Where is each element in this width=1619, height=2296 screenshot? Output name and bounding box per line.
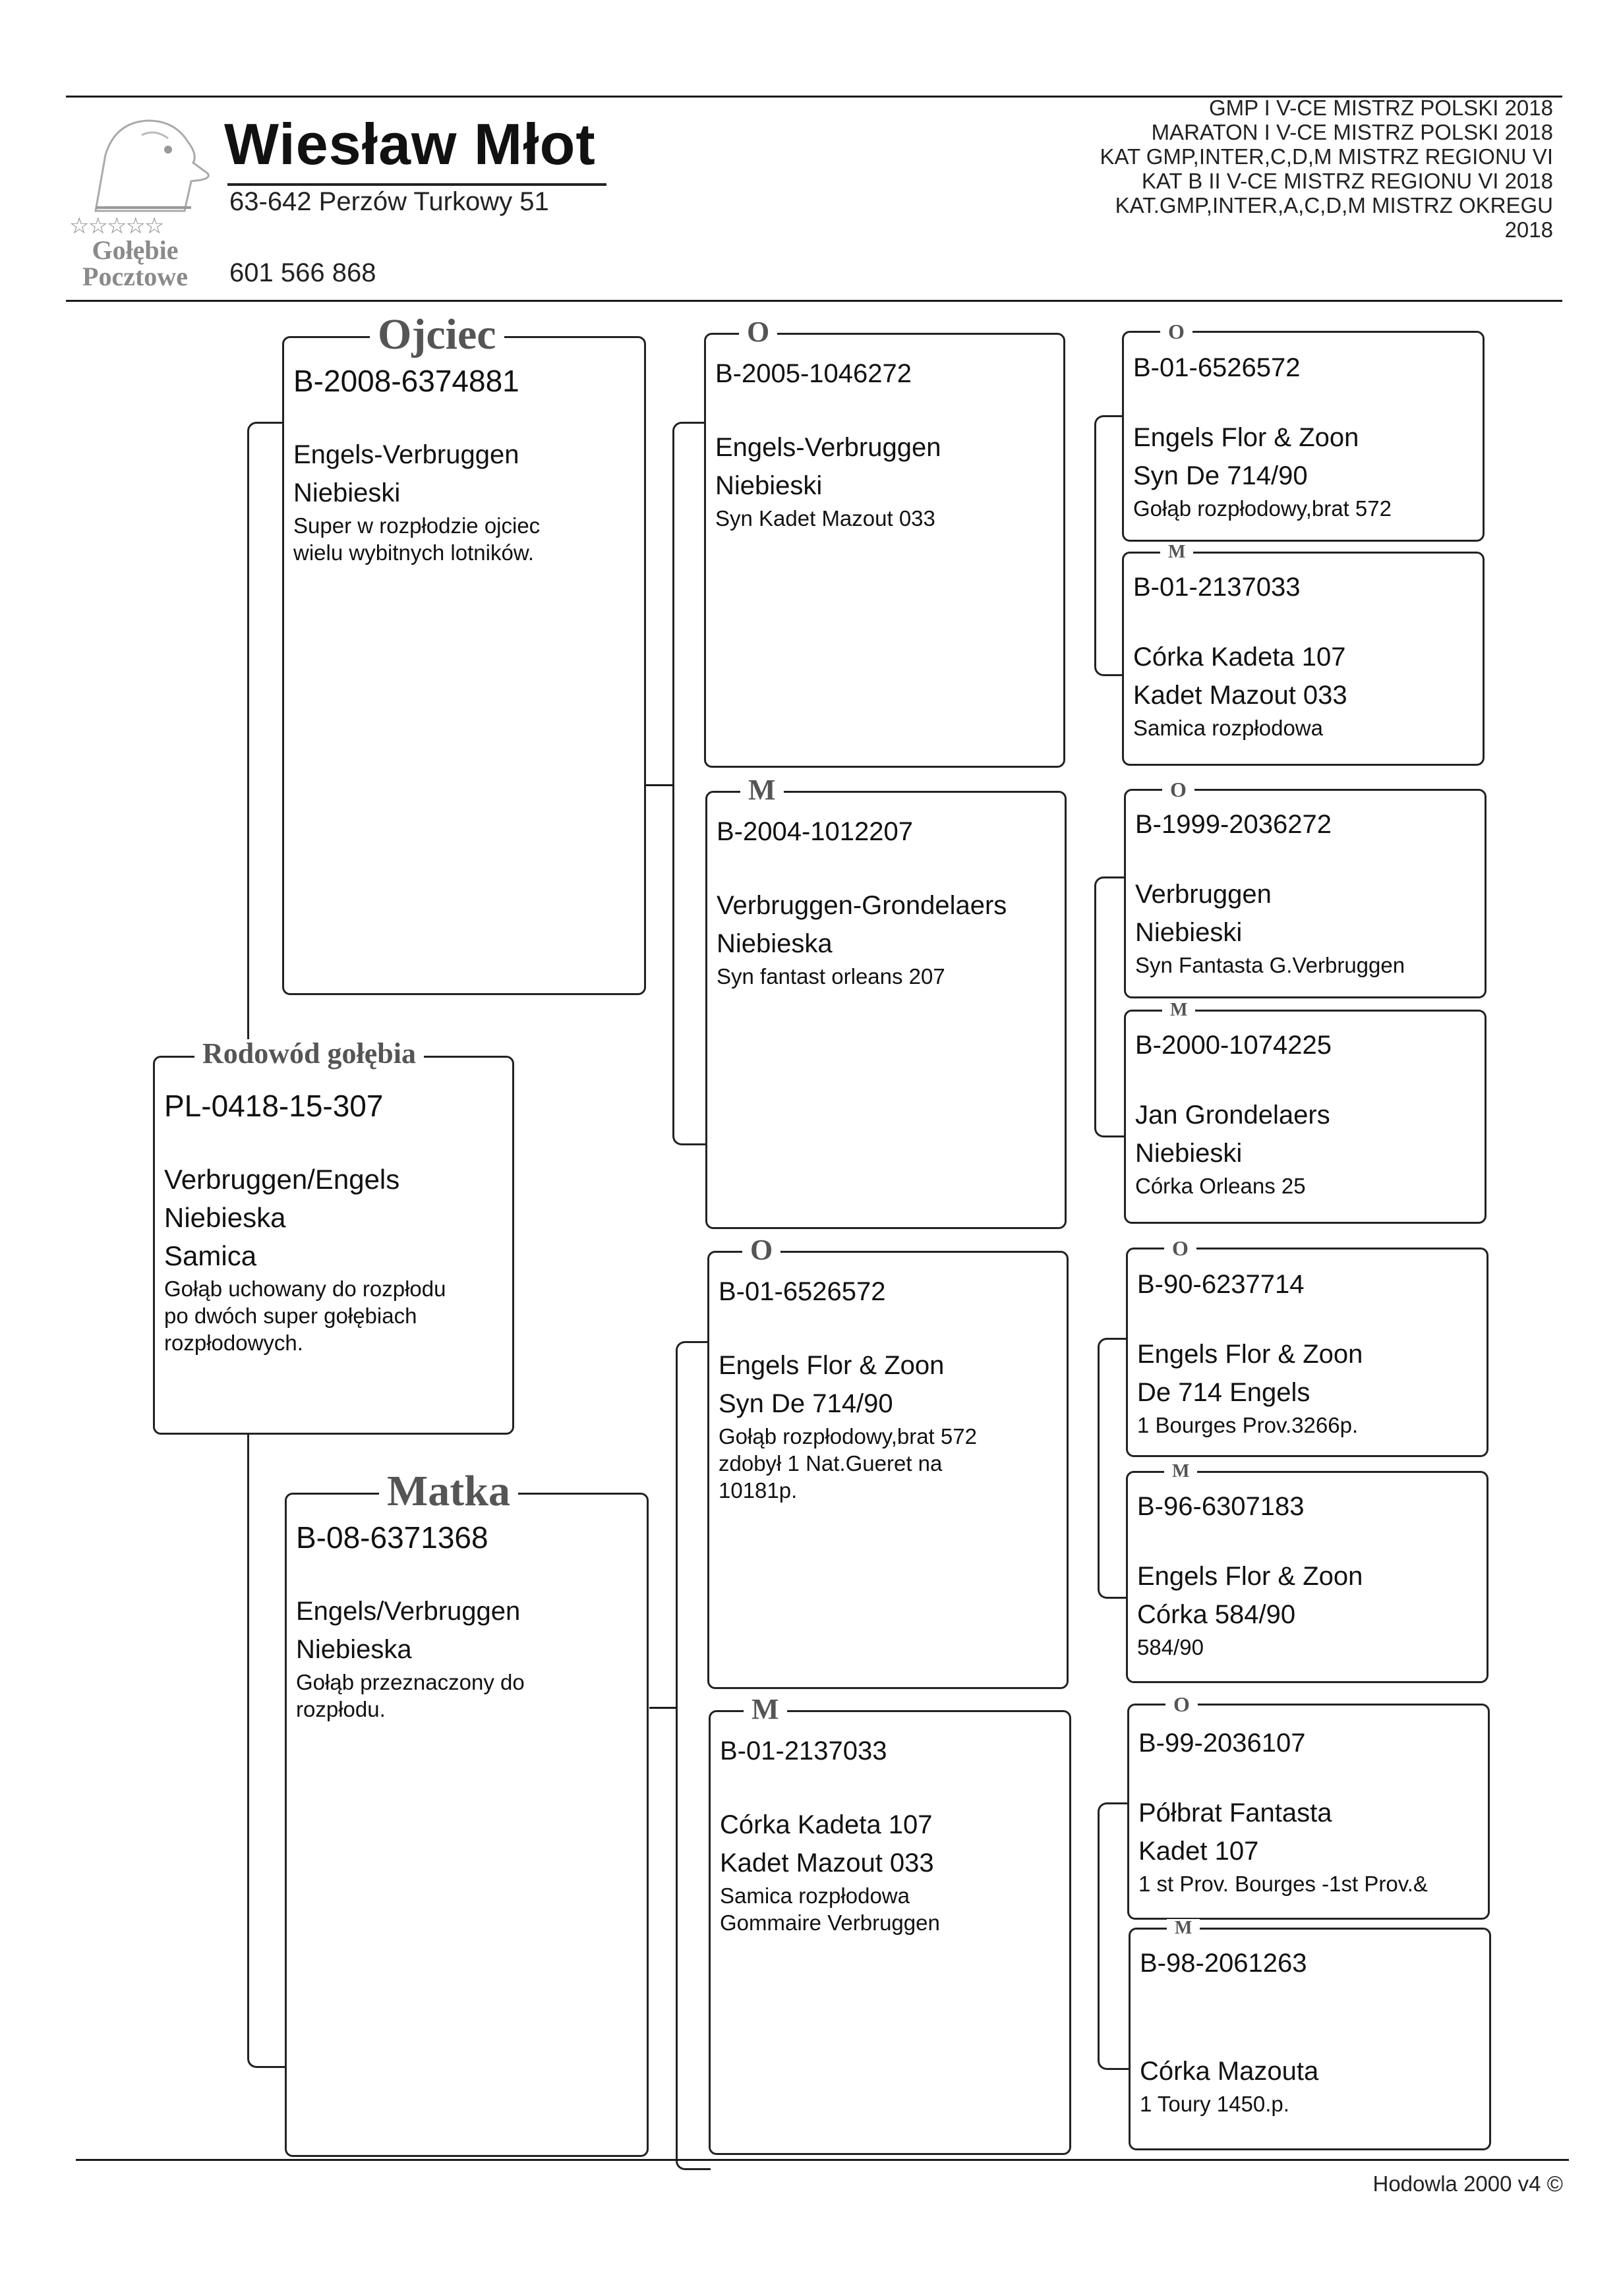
rating-stars: ☆☆☆☆☆ bbox=[69, 213, 163, 239]
ring-number: PL-0418-15-307 bbox=[164, 1089, 384, 1123]
ring-number: B-1999-2036272 bbox=[1135, 810, 1332, 839]
note: 584/90 bbox=[1137, 1635, 1204, 1659]
note: Super w rozpłodzie ojciec bbox=[293, 513, 541, 538]
achievement: KAT GMP,INTER,C,D,M MISTRZ REGIONU VI bbox=[1100, 144, 1553, 169]
subject-card bbox=[153, 1037, 514, 1435]
ring-number: B-01-6526572 bbox=[1133, 353, 1301, 382]
note: Gołąb rozpłodowy,brat 572 bbox=[719, 1424, 977, 1449]
grandparent-card bbox=[704, 316, 1065, 768]
achievement: 2018 bbox=[1504, 217, 1553, 242]
color: Niebieska bbox=[296, 1635, 412, 1664]
strain: Engels/Verbruggen bbox=[296, 1597, 521, 1626]
strain: Engels-Verbruggen bbox=[715, 433, 941, 462]
color: Niebieski bbox=[715, 471, 823, 500]
great-grandparent-card bbox=[1126, 1461, 1488, 1683]
strain: Verbruggen/Engels bbox=[164, 1164, 400, 1195]
achievement: KAT.GMP,INTER,A,C,D,M MISTRZ OKREGU bbox=[1115, 193, 1553, 217]
great-grandparent-card bbox=[1124, 778, 1487, 998]
note: Gołąb rozpłodowy,brat 572 bbox=[1133, 496, 1392, 521]
connector-father-stub bbox=[643, 784, 674, 786]
connector-mother-stub bbox=[649, 1707, 678, 1709]
sex-label: M bbox=[740, 776, 784, 805]
color: Niebieski bbox=[293, 478, 401, 507]
note: Syn Fantasta G.Verbruggen bbox=[1135, 953, 1405, 977]
sex: Samica bbox=[164, 1240, 257, 1271]
grandparent-card bbox=[709, 1693, 1071, 2155]
strain: Engels Flor & Zoon bbox=[1137, 1562, 1363, 1591]
sex-label: O bbox=[1164, 1238, 1196, 1259]
ring-number: B-90-6237714 bbox=[1137, 1270, 1305, 1299]
ring-number: B-98-2061263 bbox=[1140, 1949, 1307, 1978]
strain: Engels-Verbruggen bbox=[293, 440, 519, 469]
grandparent-card bbox=[707, 1234, 1069, 1689]
connector-subject-mother bbox=[247, 1427, 285, 2068]
header-bottom-rule bbox=[66, 300, 1562, 302]
ring-number: B-2004-1012207 bbox=[717, 817, 914, 846]
logo-text bbox=[63, 237, 208, 290]
grandparent-card bbox=[705, 774, 1067, 1229]
connector-father-granddam bbox=[672, 672, 707, 1145]
great-grandparent-card bbox=[1122, 320, 1485, 542]
breeder-address: 63-642 Perzów Turkowy 51 bbox=[229, 187, 549, 216]
logo-line-2: Pocztowe bbox=[82, 262, 188, 291]
note: rozpłodowych. bbox=[164, 1331, 303, 1355]
note: Samica rozpłodowa bbox=[720, 1883, 910, 1908]
note: 10181p. bbox=[719, 1478, 798, 1503]
color: Kadet Mazout 033 bbox=[1133, 681, 1347, 710]
footer-rule bbox=[76, 2159, 1569, 2161]
name-underline bbox=[227, 183, 606, 186]
connector-mother-grandsire bbox=[676, 1341, 711, 1702]
great-grandparent-card bbox=[1122, 542, 1485, 766]
note: Córka Orleans 25 bbox=[1135, 1174, 1306, 1198]
note: 1 Toury 1450.p. bbox=[1140, 2092, 1289, 2116]
sex-label: O bbox=[1165, 1694, 1198, 1715]
achievement: MARATON I V-CE MISTRZ POLSKI 2018 bbox=[1151, 120, 1553, 144]
ring-number: B-08-6371368 bbox=[296, 1520, 488, 1555]
sex-label: O bbox=[1160, 321, 1192, 342]
note: Gołąb przeznaczony do bbox=[296, 1670, 525, 1694]
note: zdobył 1 Nat.Gueret na bbox=[719, 1451, 943, 1476]
sex-label: M bbox=[1160, 543, 1193, 561]
connector-mother-granddam bbox=[676, 1700, 711, 2170]
color: Niebieska bbox=[164, 1202, 286, 1233]
note: Gołąb uchowany do rozpłodu bbox=[164, 1277, 446, 1301]
color: Córka Mazouta bbox=[1140, 2057, 1319, 2086]
color: De 714 Engels bbox=[1137, 1378, 1310, 1407]
color: Kadet Mazout 033 bbox=[720, 1849, 934, 1878]
note: Syn fantast orleans 207 bbox=[717, 964, 945, 989]
note: wielu wybitnych lotników. bbox=[293, 540, 534, 565]
strain: Engels Flor & Zoon bbox=[1133, 423, 1359, 452]
father-title: Ojciec bbox=[370, 313, 504, 357]
great-grandparent-card bbox=[1124, 1000, 1487, 1224]
color: Niebieski bbox=[1135, 918, 1243, 947]
achievements-list bbox=[894, 96, 1553, 242]
great-grandparent-card bbox=[1126, 1236, 1488, 1457]
note: Samica rozpłodowa bbox=[1133, 716, 1323, 740]
sex-label: O bbox=[1162, 779, 1194, 800]
connector-subject-father bbox=[247, 422, 285, 1056]
color: Niebieska bbox=[717, 929, 833, 958]
strain: Córka Kadeta 107 bbox=[1133, 643, 1346, 672]
color: Kadet 107 bbox=[1138, 1837, 1259, 1866]
achievement: KAT B II V-CE MISTRZ REGIONU VI 2018 bbox=[1141, 169, 1553, 193]
ring-number: B-01-2137033 bbox=[720, 1736, 887, 1765]
note: 1 st Prov. Bourges -1st Prov.& bbox=[1138, 1872, 1428, 1896]
strain: Verbruggen-Grondelaers bbox=[717, 891, 1007, 920]
ring-number: B-01-2137033 bbox=[1133, 573, 1301, 602]
achievement: GMP I V-CE MISTRZ POLSKI 2018 bbox=[1208, 96, 1553, 120]
logo-line-1: Gołębie bbox=[92, 235, 179, 265]
father-card bbox=[282, 310, 646, 995]
strain: Półbrat Fantasta bbox=[1138, 1798, 1332, 1827]
sex-label: M bbox=[1164, 1462, 1197, 1481]
great-grandparent-card bbox=[1129, 1918, 1491, 2150]
subject-title: Rodowód gołębia bbox=[194, 1039, 424, 1068]
strain: Engels Flor & Zoon bbox=[1137, 1340, 1363, 1369]
connector-father-grandsire bbox=[672, 422, 707, 674]
breeder-name: Wiesław Młot bbox=[224, 111, 596, 177]
mother-card bbox=[285, 1467, 649, 2157]
ring-number: B-96-6307183 bbox=[1137, 1492, 1305, 1521]
strain: Engels Flor & Zoon bbox=[719, 1351, 945, 1380]
ring-number: B-2005-1046272 bbox=[715, 359, 912, 388]
breeder-phone: 601 566 868 bbox=[229, 258, 376, 287]
note: 1 Bourges Prov.3266p. bbox=[1137, 1413, 1359, 1437]
note: Gommaire Verbruggen bbox=[720, 1910, 940, 1935]
strain: Jan Grondelaers bbox=[1135, 1101, 1330, 1130]
great-grandparent-card bbox=[1127, 1692, 1490, 1920]
sex-label: M bbox=[1167, 1919, 1200, 1937]
ring-number: B-2008-6374881 bbox=[293, 364, 519, 398]
pigeon-head-icon bbox=[76, 115, 218, 214]
color: Córka 584/90 bbox=[1137, 1600, 1296, 1629]
ring-number: B-99-2036107 bbox=[1138, 1729, 1306, 1758]
footer-credit: Hodowla 2000 v4 © bbox=[1372, 2171, 1563, 2196]
note: rozpłodu. bbox=[296, 1697, 386, 1721]
strain: Verbruggen bbox=[1135, 880, 1272, 909]
mother-title: Matka bbox=[379, 1470, 518, 1513]
note: po dwóch super gołębiach bbox=[164, 1304, 417, 1328]
strain: Córka Kadeta 107 bbox=[720, 1810, 933, 1839]
ring-number: B-2000-1074225 bbox=[1135, 1031, 1332, 1060]
strain bbox=[1140, 2014, 1480, 2052]
sex-label: M bbox=[1162, 1001, 1195, 1019]
sex-label: O bbox=[739, 318, 777, 347]
sex-label: O bbox=[742, 1236, 780, 1265]
logo bbox=[69, 115, 221, 293]
color: Niebieski bbox=[1135, 1139, 1243, 1168]
color: Syn De 714/90 bbox=[1133, 461, 1308, 490]
note: Syn Kadet Mazout 033 bbox=[715, 506, 935, 531]
ring-number: B-01-6526572 bbox=[719, 1277, 886, 1306]
sex-label: M bbox=[744, 1695, 787, 1724]
color: Syn De 714/90 bbox=[719, 1389, 893, 1418]
